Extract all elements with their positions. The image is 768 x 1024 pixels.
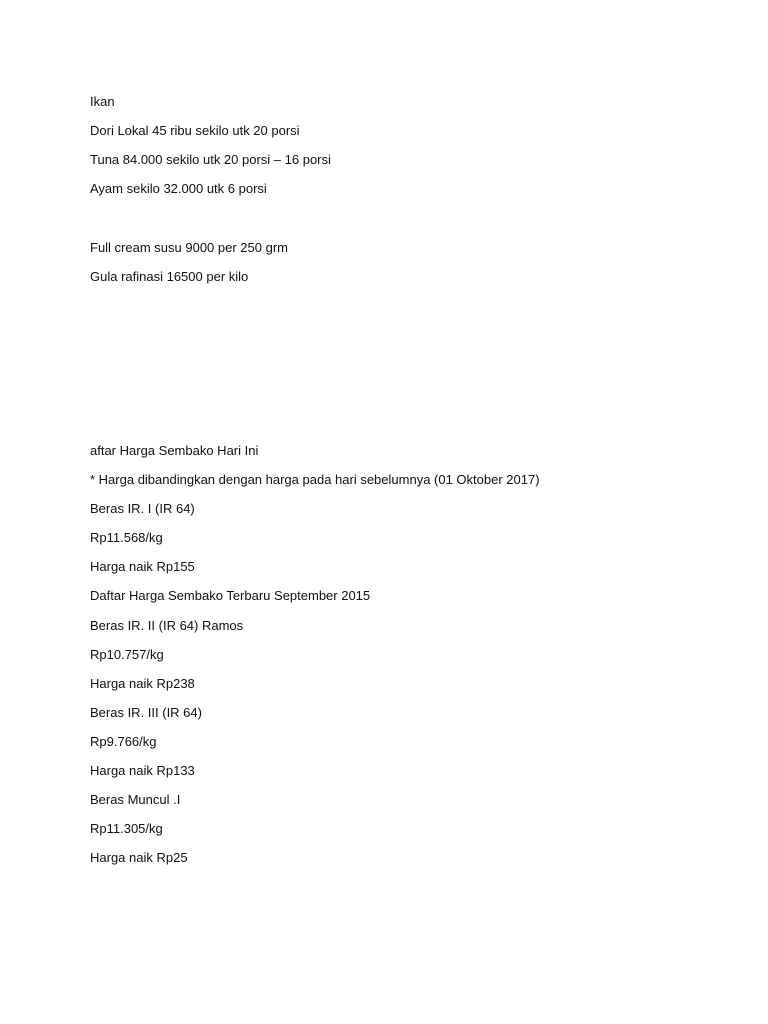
spacer [90, 208, 730, 238]
price-list-title: aftar Harga Sembako Hari Ini [90, 443, 259, 458]
rice-3-change: Harga naik Rp133 [90, 763, 195, 779]
rice-2-change: Harga naik Rp238 [90, 675, 195, 691]
fish-heading: Ikan [90, 94, 115, 109]
price-list-note: * Harga dibandingkan dengan harga pada hari sebelumnya (01 Oktober 2017) [90, 472, 540, 488]
rice-2-price: Rp10.757/kg [90, 646, 164, 662]
rice-1-name: Beras IR. I (IR 64) [90, 501, 195, 517]
rice-4-name: Beras Muncul .I [90, 792, 181, 808]
rice-4-change: Harga naik Rp25 [90, 850, 188, 866]
notes-block [90, 92, 730, 296]
rice-3-name: Beras IR. III (IR 64) [90, 704, 202, 720]
fish-item-dori: Dori Lokal 45 ribu sekilo utk 20 porsi [90, 123, 300, 139]
rice-1-change: Harga naik Rp155 [90, 559, 195, 575]
rice-4-price: Rp11.305/kg [90, 821, 163, 837]
price-list-block [90, 441, 730, 877]
rice-3-price: Rp9.766/kg [90, 733, 157, 749]
item-milk: Full cream susu 9000 per 250 grm [90, 239, 288, 255]
fish-item-tuna: Tuna 84.000 sekilo utk 20 porsi – 16 porsi [90, 152, 331, 168]
rice-2-name: Beras IR. II (IR 64) Ramos [90, 617, 244, 633]
fish-item-ayam: Ayam sekilo 32.000 utk 6 porsi [90, 181, 267, 197]
price-list-subtitle: Daftar Harga Sembako Terbaru September 2015 [90, 588, 371, 604]
rice-1-price: Rp11.568/kg [90, 530, 163, 546]
item-sugar: Gula rafinasi 16500 per kilo [90, 269, 249, 285]
